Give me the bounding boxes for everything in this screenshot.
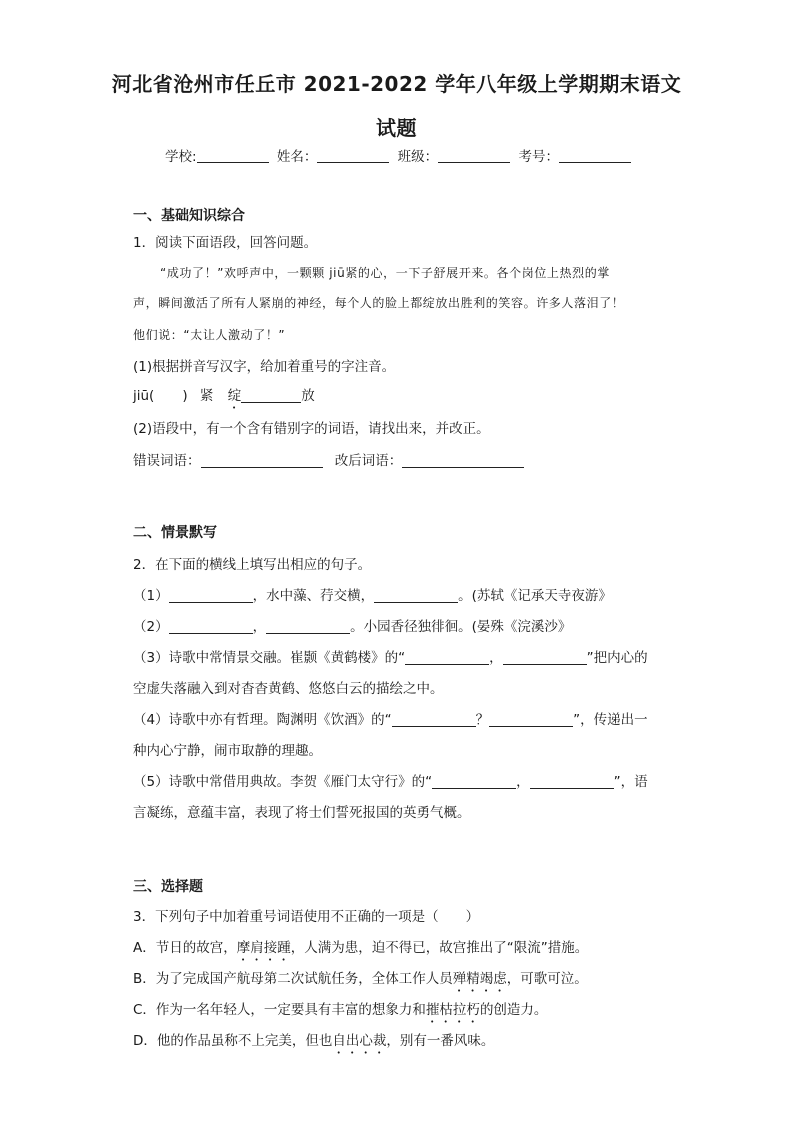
fixed-word-blank[interactable] <box>402 454 524 468</box>
item-4-question: ？ <box>475 712 490 728</box>
option-d-emphasis: 自出心裁 <box>332 1033 387 1049</box>
question-1-sub-1: (1)根据拼音写汉字，给加着重号的字注音。 <box>133 359 396 375</box>
item-5-text: （5）诗歌中常借用典故。李贺《雁门太守行》的“ <box>133 774 433 790</box>
option-c-text: C．作为一名年轻人，一定要具有丰富的想象力和 <box>133 1002 426 1018</box>
question-1-stem: 1．阅读下面语段，回答问题。 <box>133 235 318 251</box>
class-blank[interactable] <box>438 149 510 163</box>
item-5-tail: ”，语 <box>613 774 648 790</box>
exam-number-label: 考号： <box>518 149 559 165</box>
option-c-emphasis: 摧枯拉朽 <box>425 1002 480 1018</box>
item-1-text: ，水中藻、荇交横， <box>252 588 375 604</box>
item-1-number: （1） <box>133 588 169 604</box>
dictation-blank[interactable] <box>489 713 573 727</box>
word-jin: 紧 <box>199 388 214 404</box>
option-b[interactable] <box>133 970 588 995</box>
school-blank[interactable] <box>197 149 269 163</box>
item-3-comma: ， <box>489 650 503 666</box>
exam-number-blank[interactable] <box>559 149 631 163</box>
item-2-source: 。小园香径独徘徊。(晏殊《浣溪沙》 <box>350 619 572 635</box>
option-a[interactable] <box>133 939 588 964</box>
option-a-text: A．节日的故宫， <box>133 940 237 956</box>
dictation-item-4-cont: 种内心宁静，闹市取静的理趣。 <box>133 743 322 759</box>
passage-line-2: 声，瞬间激活了所有人紧崩的神经，每个人的脸上都绽放出胜利的笑容。许多人落泪了！ <box>133 296 625 310</box>
option-a-emphasis: 摩肩接踵 <box>236 940 291 956</box>
dictation-blank[interactable] <box>405 651 489 665</box>
name-blank[interactable] <box>317 149 389 163</box>
dictation-item-5-cont: 言凝练，意蕴丰富，表现了将士们誓死报国的英勇气概。 <box>133 805 471 821</box>
word-zhan-emphasis: 绽 <box>227 388 242 404</box>
dictation-item-3-cont: 空虚失落融入到对杳杳黄鹤、悠悠白云的描绘之中。 <box>133 681 444 697</box>
dictation-blank[interactable] <box>530 775 614 789</box>
passage-line-1: “成功了！”欢呼声中，一颗颗 jiū紧的心，一下子舒展开来。各个岗位上热烈的掌 <box>160 266 610 280</box>
fixed-word-label: 改后词语： <box>334 453 403 469</box>
option-b-emphasis: 殚精竭虑 <box>452 971 507 987</box>
pinyin-prompt: jiū( <box>133 388 155 404</box>
dictation-blank[interactable] <box>392 713 476 727</box>
passage-line-3: 他们说：“太让人激动了！” <box>133 328 286 342</box>
pinyin-row <box>133 387 315 412</box>
pronunciation-blank[interactable] <box>241 389 301 403</box>
dictation-blank[interactable] <box>374 589 458 603</box>
option-d-text: D．他的作品虽称不上完美，但也 <box>133 1033 333 1049</box>
item-4-text: （4）诗歌中亦有哲理。陶渊明《饮酒》的“ <box>133 712 392 728</box>
option-b-tail: ，可歌可泣。 <box>506 971 588 987</box>
wrong-word-blank[interactable] <box>201 454 323 468</box>
wrong-word-label: 错误词语： <box>133 453 201 469</box>
option-c-tail: 的创造力。 <box>479 1002 548 1018</box>
item-3-text: （3）诗歌中常情景交融。崔颢《黄鹤楼》的“ <box>133 650 406 666</box>
item-5-comma: ， <box>516 774 530 790</box>
student-info-row <box>165 145 635 165</box>
page-title-continued: 试题 <box>376 116 417 140</box>
page-title: 河北省沧州市任丘市 2021-2022 学年八年级上学期期末语文 <box>111 72 682 96</box>
school-label: 学校: <box>165 149 197 165</box>
item-4-tail: ”，传递出一 <box>573 712 648 728</box>
dictation-blank[interactable] <box>169 620 253 634</box>
dictation-item-4 <box>133 711 648 729</box>
item-2-comma: ， <box>252 619 267 635</box>
option-d[interactable] <box>133 1032 494 1057</box>
correction-row <box>133 452 524 470</box>
word-fang: 放 <box>301 388 315 404</box>
section-heading-1: 一、基础知识综合 <box>133 208 245 224</box>
option-d-tail: ，别有一番风味。 <box>386 1033 495 1049</box>
item-3-tail: ”把内心的 <box>586 650 648 666</box>
option-c[interactable] <box>133 1001 547 1026</box>
dictation-item-3 <box>133 649 648 667</box>
item-2-number: （2） <box>133 619 169 635</box>
section-heading-2: 二、情景默写 <box>133 525 217 541</box>
question-2-stem: 2．在下面的横线上填写出相应的句子。 <box>133 557 372 573</box>
dictation-item-5 <box>133 773 648 791</box>
item-1-source: 。(苏轼《记承天寺夜游》 <box>458 588 612 604</box>
dictation-blank[interactable] <box>432 775 516 789</box>
dictation-blank[interactable] <box>503 651 587 665</box>
dictation-item-2 <box>133 618 571 636</box>
question-3-stem: 3．下列句子中加着重号词语使用不正确的一项是（ ） <box>133 909 480 925</box>
dictation-item-1 <box>133 587 612 605</box>
dictation-blank[interactable] <box>169 589 253 603</box>
section-heading-3: 三、选择题 <box>133 879 203 895</box>
name-label: 姓名： <box>276 149 318 165</box>
option-a-tail: ，人满为患，迫不得已，故宫推出了“限流”措施。 <box>290 940 589 956</box>
class-label: 班级： <box>397 149 439 165</box>
question-1-sub-2: (2)语段中，有一个含有错别字的词语，请找出来，并改正。 <box>133 421 490 437</box>
option-b-text: B．为了完成国产航母第二次试航任务，全体工作人员 <box>133 971 453 987</box>
pinyin-close: ) <box>182 388 188 404</box>
dictation-blank[interactable] <box>266 620 350 634</box>
